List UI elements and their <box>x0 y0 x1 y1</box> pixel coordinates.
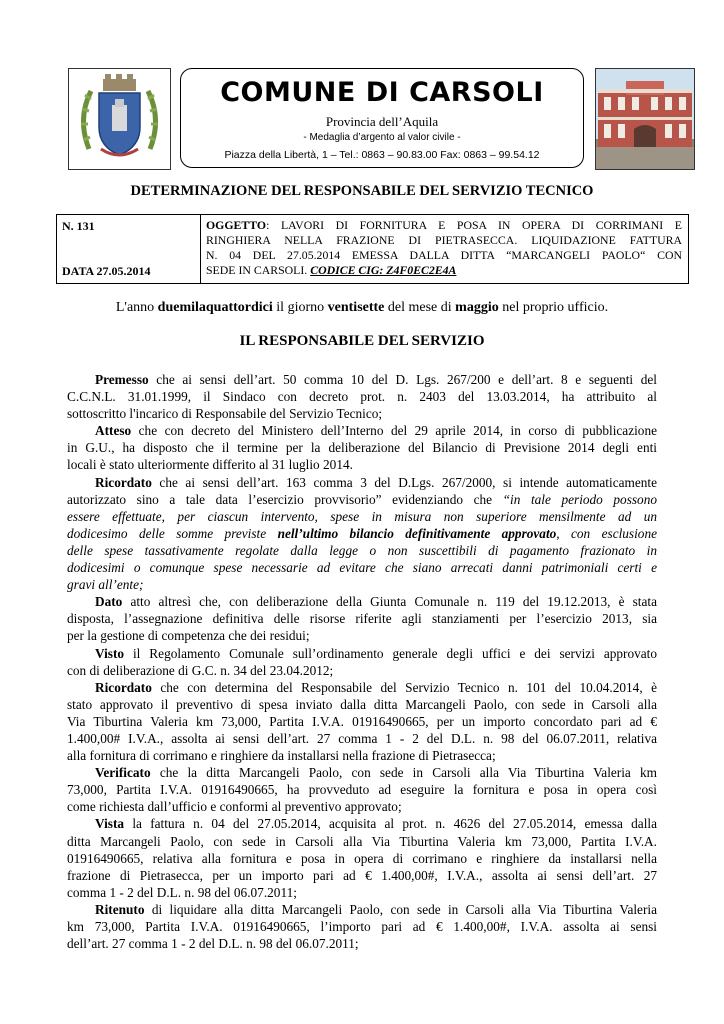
body-line: comma 1 - 2 del D.L. n. 98 del 06.07.2011; <box>67 884 297 900</box>
cig-code: CODICE CIG: Z4F0EC2E4A <box>310 263 457 277</box>
document-title: DETERMINAZIONE DEL RESPONSABILE DEL SERVIZIO TECNICO <box>130 183 594 199</box>
body-line: sottoscritto l'incarico di Responsabile del Servizio Tecnico; <box>67 406 383 422</box>
body-line: disposta, l’assegnazione definitiva delle risorse riferite agli stanziamenti per l’esercizio 2013, sia <box>67 611 657 627</box>
day-words: ventisette <box>327 300 385 315</box>
year-words: duemilaquattordici <box>157 300 273 315</box>
oggetto-cell <box>206 218 682 278</box>
oggetto-line: SEDE IN CARSOLI. CODICE CIG: Z4F0EC2E4A <box>206 263 457 277</box>
body-line: dodicesimi o comunque spese necessarie ad evitare che siano arrecati danni patrimoniali certi e <box>67 560 657 576</box>
paragraph-vista: Vista la fattura n. 04 del 27.05.2014, acquisita al prot. n. 4626 del 27.05.2014, emessa dalla <box>95 816 657 832</box>
body-line: come richiesta dall’ufficio e conformi al preventivo approvato; <box>67 799 402 815</box>
oggetto-line: N. 04 DEL 27.05.2014 EMESSA DALLA DITTA “MARCANGELI PAOLO“ CON <box>206 248 682 262</box>
body-line: essere effettuate, per ciascun intervento, spese in misura non superiore mensilmente ad un <box>67 508 657 524</box>
contact-line: Piazza della Libertà, 1 – Tel.: 0863 – 90.83.00 Fax: 0863 – 99.54.12 <box>224 149 540 161</box>
number-date-cell <box>57 215 201 283</box>
body-line: alla fornitura di corrimano e ringhiere da installarsi nella frazione di Pietrasecca; <box>67 748 496 764</box>
town-hall-photo <box>595 68 695 170</box>
paragraph-verificato: Verificato che la ditta Marcangeli Paolo, con sede in Carsoli alla Via Tiburtina Valeria km <box>95 765 657 781</box>
paragraph-ricordato: Ricordato che ai sensi dell’art. 163 comma 3 del D.Lgs. 267/2000, si intende automaticamente <box>95 474 657 490</box>
body-line: in G.U., ha disposto che il termine per la deliberazione del Bilancio di Previsione 2014 degli enti <box>67 440 657 456</box>
body-line: Via Tiburtina Valeria km 73,000, Partita I.V.A. 01916490665, per un importo concordato pari ad € <box>67 713 657 729</box>
determination-info-table <box>56 214 689 284</box>
body-line: delle spese tassativamente regolate dalla legge o non suscettibili di pagamento frazionato in <box>67 542 657 558</box>
coat-of-arms-image <box>68 68 171 170</box>
body-line: km 73,000, Partita I.V.A. 01916490665, l’importo pari ad € 1.400,00#, I.V.A. assolta ai sensi <box>67 919 657 934</box>
month-words: maggio <box>455 300 499 315</box>
body-line: 01916490665, relativa alla fornitura e posa in opera di corrimano e ringhiere da installarsi nella <box>67 850 657 866</box>
determination-date: DATA 27.05.2014 <box>62 264 151 278</box>
oggetto-label: OGGETTO <box>206 218 267 232</box>
determination-number: N. 131 <box>62 219 95 233</box>
responsible-title: IL RESPONSABILE DEL SERVIZIO <box>239 333 485 349</box>
body-line: C.C.N.L. 31.01.1999, il Sindaco con decreto prot. n. 2403 del 13.03.2014, ha attribuito al <box>67 389 657 405</box>
document-body <box>67 371 657 952</box>
date-statement: L'anno duemilaquattordici il giorno ventisette del mese di maggio nel proprio ufficio. <box>115 300 609 315</box>
body-line: dell’art. 27 comma 1 - 2 del D.L. n. 98 del 06.07.2011; <box>67 936 359 952</box>
province-line: Provincia dell’Aquila <box>325 114 439 129</box>
body-line: dodicesimo delle somme previste nell’ultimo bilancio definitivamente approvato, con esclusione <box>67 525 658 541</box>
body-line: locali è stato ulteriormente differito al 31 luglio 2014. <box>67 457 353 473</box>
coat-of-arms-icon <box>69 69 170 169</box>
body-line: frazione di Pietrasecca, per un importo pari ad € 1.400,00#, I.V.A., assolta ai sensi dell’art. 27 <box>67 867 657 883</box>
body-line: ditta Marcangeli Paolo, con sede in Carsoli alla Via Tiburtina Valeria km 73,000, Partita I.V.A. <box>67 833 657 849</box>
municipality-header <box>180 68 584 168</box>
body-line: 73,000, Partita I.V.A. 01916490665, ha provveduto ad eseguire la fornitura e posa in opera così <box>67 782 657 798</box>
medal-line: - Medaglia d’argento al valor civile - <box>303 132 461 143</box>
body-line: con di deliberazione di G.C. n. 34 del 23.04.2012; <box>67 662 334 678</box>
oggetto-line: OGGETTO: LAVORI DI FORNITURA E POSA IN OPERA DI CORRIMANI E <box>206 218 682 232</box>
oggetto-line: RINGHIERA NELLA FRAZIONE DI PIETRASECCA. LIQUIDAZIONE FATTURA <box>206 233 682 247</box>
municipality-title: COMUNE DI CARSOLI <box>220 77 544 108</box>
body-line: stato approvato il preventivo di spesa inviato dalla ditta Marcangeli Paolo, con sede in Carsoli alla <box>67 696 657 712</box>
body-line: 1.400,00# I.V.A., assolta ai sensi dell’art. 27 comma 1 - 2 del D.L. n. 98 del 06.07.2011, relativa <box>67 730 657 746</box>
town-hall-icon <box>596 69 694 169</box>
paragraph-premesso: Premesso che ai sensi dell’art. 50 comma 10 del D. Lgs. 267/200 e dell’art. 8 e seguenti del <box>95 372 657 387</box>
paragraph-dato: Dato atto altresì che, con deliberazione della Giunta Comunale n. 119 del 19.12.2013, è stata <box>95 594 657 610</box>
paragraph-visto: Visto il Regolamento Comunale sull’ordinamento generale degli uffici e dei servizi approvato <box>95 645 657 661</box>
body-line: per la gestione di competenza che dei residui; <box>67 628 310 644</box>
body-line: gravi all’ente; <box>67 577 144 593</box>
paragraph-ricordato-2: Ricordato che con determina del Responsabile del Servizio Tecnico n. 101 del 10.04.2014, è <box>95 679 657 695</box>
paragraph-atteso: Atteso che con decreto del Ministero dell’Interno del 29 aprile 2014, in corso di pubblicazione <box>95 423 657 439</box>
paragraph-ritenuto: Ritenuto di liquidare alla ditta Marcangeli Paolo, con sede in Carsoli alla Via Tiburtina Valeria <box>95 901 657 917</box>
body-line: autorizzato sino a tale data l’esercizio provvisorio” evidenziando che “in tale periodo possono <box>67 491 657 507</box>
